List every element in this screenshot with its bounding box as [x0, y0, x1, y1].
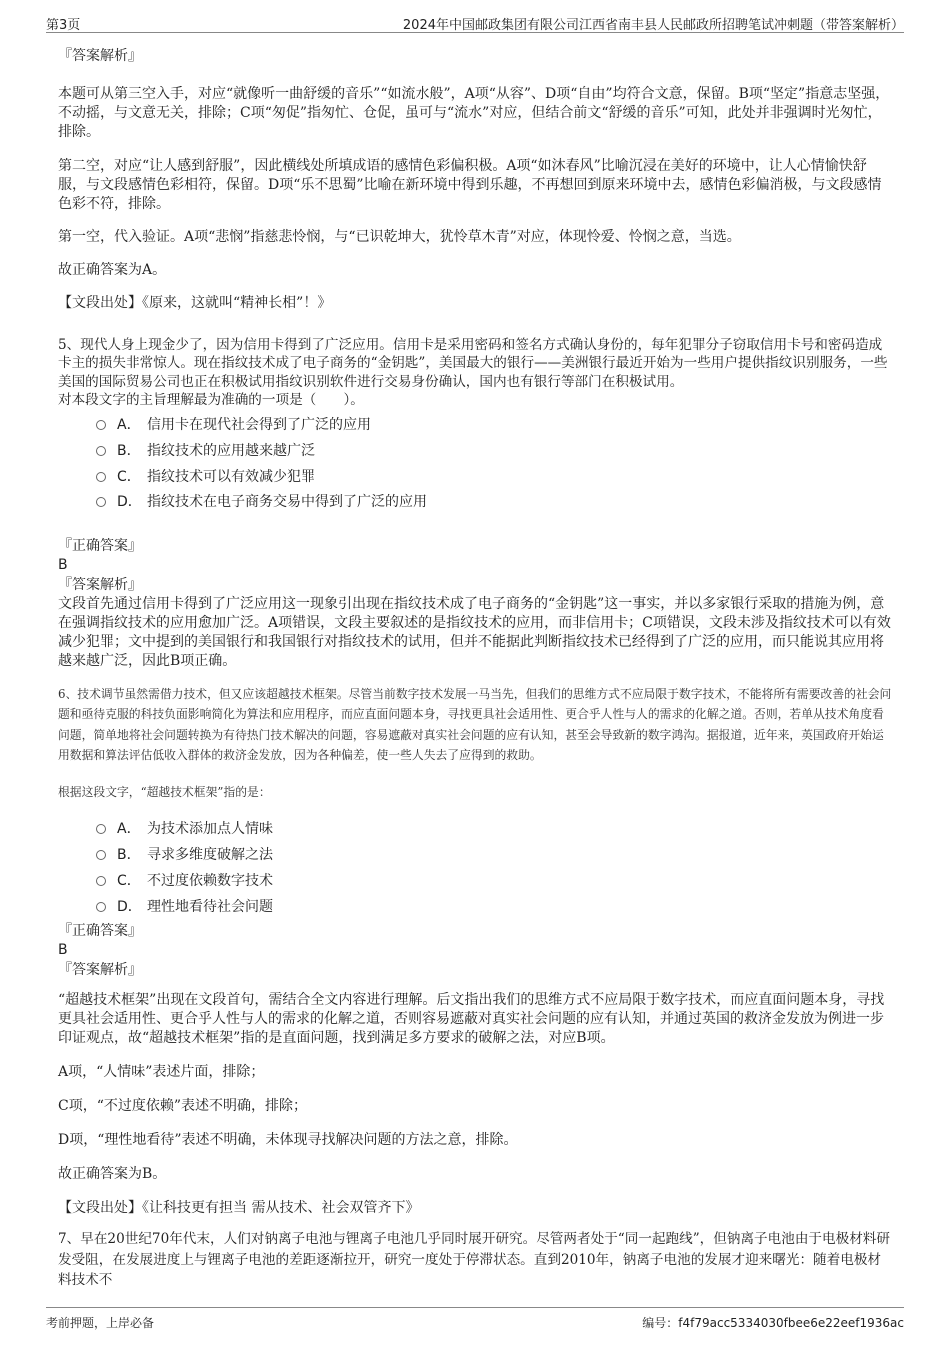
page-footer [46, 1307, 904, 1334]
q5-option-c[interactable]: C． 指纹技术可以有效减少犯罪 [96, 465, 894, 491]
q6-option-d[interactable]: D． 理性地看待社会问题 [96, 895, 894, 921]
q6-options [58, 817, 894, 920]
q4-analysis-paragraph-1: 本题可从第三空入手，对应“就像听一曲舒缓的音乐”“如流水般”，A项“从容”、D项“自由”均符合文意，保留。B项“坚定”指意志坚强，不动摇，与文意无关，排除；C项“匆促”指匆忙、仓促，虽可与“流水”对应，但结合前文“舒缓的音乐”可知，此处并非强调时光匆忙，排除。 [58, 86, 890, 140]
q4-conclusion: 故正确答案为A。 [58, 262, 167, 278]
q4-analysis-paragraph-2: 第二空，对应“让人感到舒服”，因此横线处所填成语的感情色彩偏积极。A项“如沐春风”比喻沉浸在美好的环境中，让人心情愉快舒服，与文段感情色彩相符，保留。D项“乐不思蜀”比喻在新环境中得到乐趣，不再想回到原来环境中去，感情色彩偏消极，与文段感情色彩不符，排除。 [58, 158, 882, 212]
q6-option-a[interactable]: A． 为技术添加点人情味 [96, 817, 894, 843]
q5-options [58, 413, 894, 516]
radio-icon[interactable] [96, 446, 106, 456]
q5-option-b[interactable]: B． 指纹技术的应用越来越广泛 [96, 439, 894, 465]
q5-question: 对本段文字的主旨理解最为准确的一项是（ ）。 [58, 391, 364, 408]
q6-source: 【文段出处】《让科技更有担当 需从技术、社会双管齐下》 [58, 1200, 420, 1217]
q6-stem: 6、技术调节虽然需借力技术，但又应该超越技术框架。尽管当前数字技术发展一马当先，但我们的思维方式不应局限于数字技术，不能将所有需要改善的社会问题和亟待克服的科技负面影响简化为算法和应用程序，而应直面问题本身，寻找更具社会适用性、更合乎人性与人的需求的化解之道。否则，若单从技术角度看问题，简单地将社会问题转换为有待热门技术解决的问题，容易遮蔽对真实社会问题的应有认知，甚至会导致新的数字鸿沟。据报道，近年来，英国政府开始运用数据和算法评估低收入群体的救济金发放，因为各种偏差，使一些人失去了应得到的救助。 [58, 686, 892, 763]
q5-answer-label: 『正确答案』 [58, 537, 142, 554]
document-title: 2024年中国邮政集团有限公司江西省南丰县人民邮政所招聘笔试冲刺题（带答案解析） [402, 18, 904, 33]
radio-icon[interactable] [96, 850, 106, 860]
q4-analysis-label: 『答案解析』 [58, 48, 142, 64]
radio-icon[interactable] [96, 497, 106, 507]
page-header [46, 12, 904, 33]
q5-analysis-label: 『答案解析』 [58, 576, 142, 593]
q5-option-d[interactable]: D． 指纹技术在电子商务交易中得到了广泛的应用 [96, 490, 894, 516]
q6-answer-label: 『正确答案』 [58, 923, 142, 940]
page-content [58, 42, 894, 1291]
q6-analysis-paragraph-2: A项，“人情味”表述片面，排除； [58, 1064, 265, 1081]
radio-icon[interactable] [96, 902, 106, 912]
q7-stem: 7、早在20世纪70年代末，人们对钠离子电池与锂离子电池几乎同时展开研究。尽管两者处于“同一起跑线”，但钠离子电池由于电极材料研发受阻，在发展进度上与锂离子电池的差距逐渐拉开，研究一度处于停滞状态。直到2010年，钠离子电池的发展才迎来曙光：随着电极材料技术不 [58, 1231, 890, 1289]
q5-stem: 5、现代人身上现金少了，因为信用卡得到了广泛应用。信用卡是采用密码和签名方式确认身份的，每年犯罪分子窃取信用卡号和密码造成卡主的损失非常惊人。现在指纹技术成了电子商务的“金钥匙”，美国最大的银行——美洲银行最近开始为一些用户提供指纹识别服务，一些美国的国际贸易公司也正在积极试用指纹识别软件进行交易身份确认，国内也有银行等部门在积极试用。 [58, 337, 888, 390]
q6-option-c[interactable]: C． 不过度依赖数字技术 [96, 869, 894, 895]
q5-answer: B [58, 556, 68, 573]
q4-analysis-paragraph-3: 第一空，代入验证。A项“悲悯”指慈悲怜悯，与“已识乾坤大，犹怜草木青”对应，体现怜爱、怜悯之意，当选。 [58, 229, 741, 245]
q5-option-a[interactable]: A． 信用卡在现代社会得到了广泛的应用 [96, 413, 894, 439]
q6-answer: B [58, 942, 68, 959]
radio-icon[interactable] [96, 876, 106, 886]
q6-analysis-label: 『答案解析』 [58, 962, 142, 979]
q4-source: 【文段出处】《原来，这就叫“精神长相”！》 [58, 295, 332, 311]
footer-slogan: 考前押题，上岸必备 [46, 1316, 155, 1330]
document-id: 编号：f4f79acc5334030fbee6e22eef1936ac [642, 1316, 904, 1330]
q5-analysis: 文段首先通过信用卡得到了广泛应用这一现象引出现在指纹技术成了电子商务的“金钥匙”这一事实，并以多家银行采取的措施为例，意在强调指纹技术的应用愈加广泛。A项错误，文段主要叙述的是指纹技术的应用，而非信用卡；C项错误，文段未涉及指纹技术可以有效减少犯罪；文中提到的美国银行和我国银行对指纹技术的试用，但并不能据此判断指纹技术已经得到了广泛的应用，而只能说其应用将越来越广泛，因此B项正确。 [58, 595, 891, 669]
q6-analysis-paragraph-4: D项，“理性地看待”表述不明确，未体现寻找解决问题的方法之意，排除。 [58, 1132, 518, 1149]
radio-icon[interactable] [96, 824, 106, 834]
radio-icon[interactable] [96, 472, 106, 482]
q6-option-b[interactable]: B． 寻求多维度破解之法 [96, 843, 894, 869]
page-number: 第3页 [46, 18, 81, 33]
radio-icon[interactable] [96, 420, 106, 430]
q6-question: 根据这段文字，“超越技术框架”指的是： [58, 784, 271, 799]
q6-analysis-paragraph-1: “超越技术框架”出现在文段首句，需结合全文内容进行理解。后文指出我们的思维方式不应局限于数字技术，而应直面问题本身，寻找更具社会适用性、更合乎人性与人的需求的化解之道，否则容易遮蔽对真实社会问题的应有认知，并通过英国的救济金发放为例进一步印证观点，故“超越技术框架”指的是直面问题，找到满足多方要求的破解之法，对应B项。 [58, 992, 885, 1047]
q6-analysis-paragraph-3: C项，“不过度依赖”表述不明确，排除； [58, 1098, 308, 1115]
q6-conclusion: 故正确答案为B。 [58, 1166, 167, 1183]
